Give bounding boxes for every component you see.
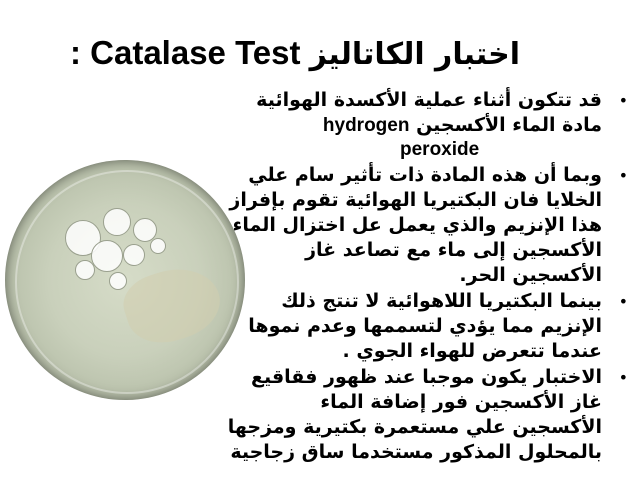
bullet-english-term: hydrogen [322,115,410,136]
oxygen-bubble [103,208,131,236]
oxygen-bubble [91,240,123,272]
bullet-line: الأكسجين الحر. [459,264,602,286]
bullet-line: غاز الأكسجين فور إضافة الماء [320,391,602,413]
bullet-list [200,88,630,466]
bullet-line: عندما تتعرض للهواء الجوي . [342,340,602,362]
bullet-line-arabic: مادة الماء الأكسجين [416,114,602,136]
bullet-marker: • [618,368,628,387]
bullet-line: الأكسجين علي مستعمرة بكتيرية ومزجها [227,416,602,438]
oxygen-bubble [123,244,145,266]
bullet-line: بينما البكتيريا اللاهوائية لا تنتج ذلك [281,290,602,312]
bullet-line [200,113,602,138]
bullet-line: بالمحلول المذكور مستخدما ساق زجاجية [230,441,602,463]
bullet-english-term: peroxide [400,139,480,160]
bullet-line: الأكسجين إلى ماء مع تصاعد غاز [305,239,602,261]
oxygen-bubble [109,272,127,290]
slide-title [70,28,610,78]
bullet-line: الاختبار يكون موجبا عند ظهور فقاقيع [250,366,602,388]
bullet-item [200,289,630,364]
bullet-line: هذا الإنزيم والذي يعمل عل اختزال الماء [232,214,602,236]
title-english: : Catalase Test [70,34,301,71]
bullet-item [200,163,630,288]
bullet-line: وبما أن هذه المادة ذات تأثير سام علي [248,164,602,186]
bullet-marker: • [618,166,628,185]
title-arabic: اختبار الكاتاليز [309,37,520,72]
oxygen-bubble [75,260,95,280]
bullet-line: قد تتكون أثناء عملية الأكسدة الهوائية [256,89,602,111]
bullet-item [200,88,630,162]
bullet-item [200,365,630,465]
bullet-marker: • [618,292,628,311]
bullet-line: الخلايا فان البكتيريا الهوائية تقوم بإفراز [229,189,602,211]
bullet-line: الإنزيم مما يؤدي لتسممها وعدم نموها [248,315,602,337]
oxygen-bubble [150,238,166,254]
bullet-marker: • [618,91,628,110]
